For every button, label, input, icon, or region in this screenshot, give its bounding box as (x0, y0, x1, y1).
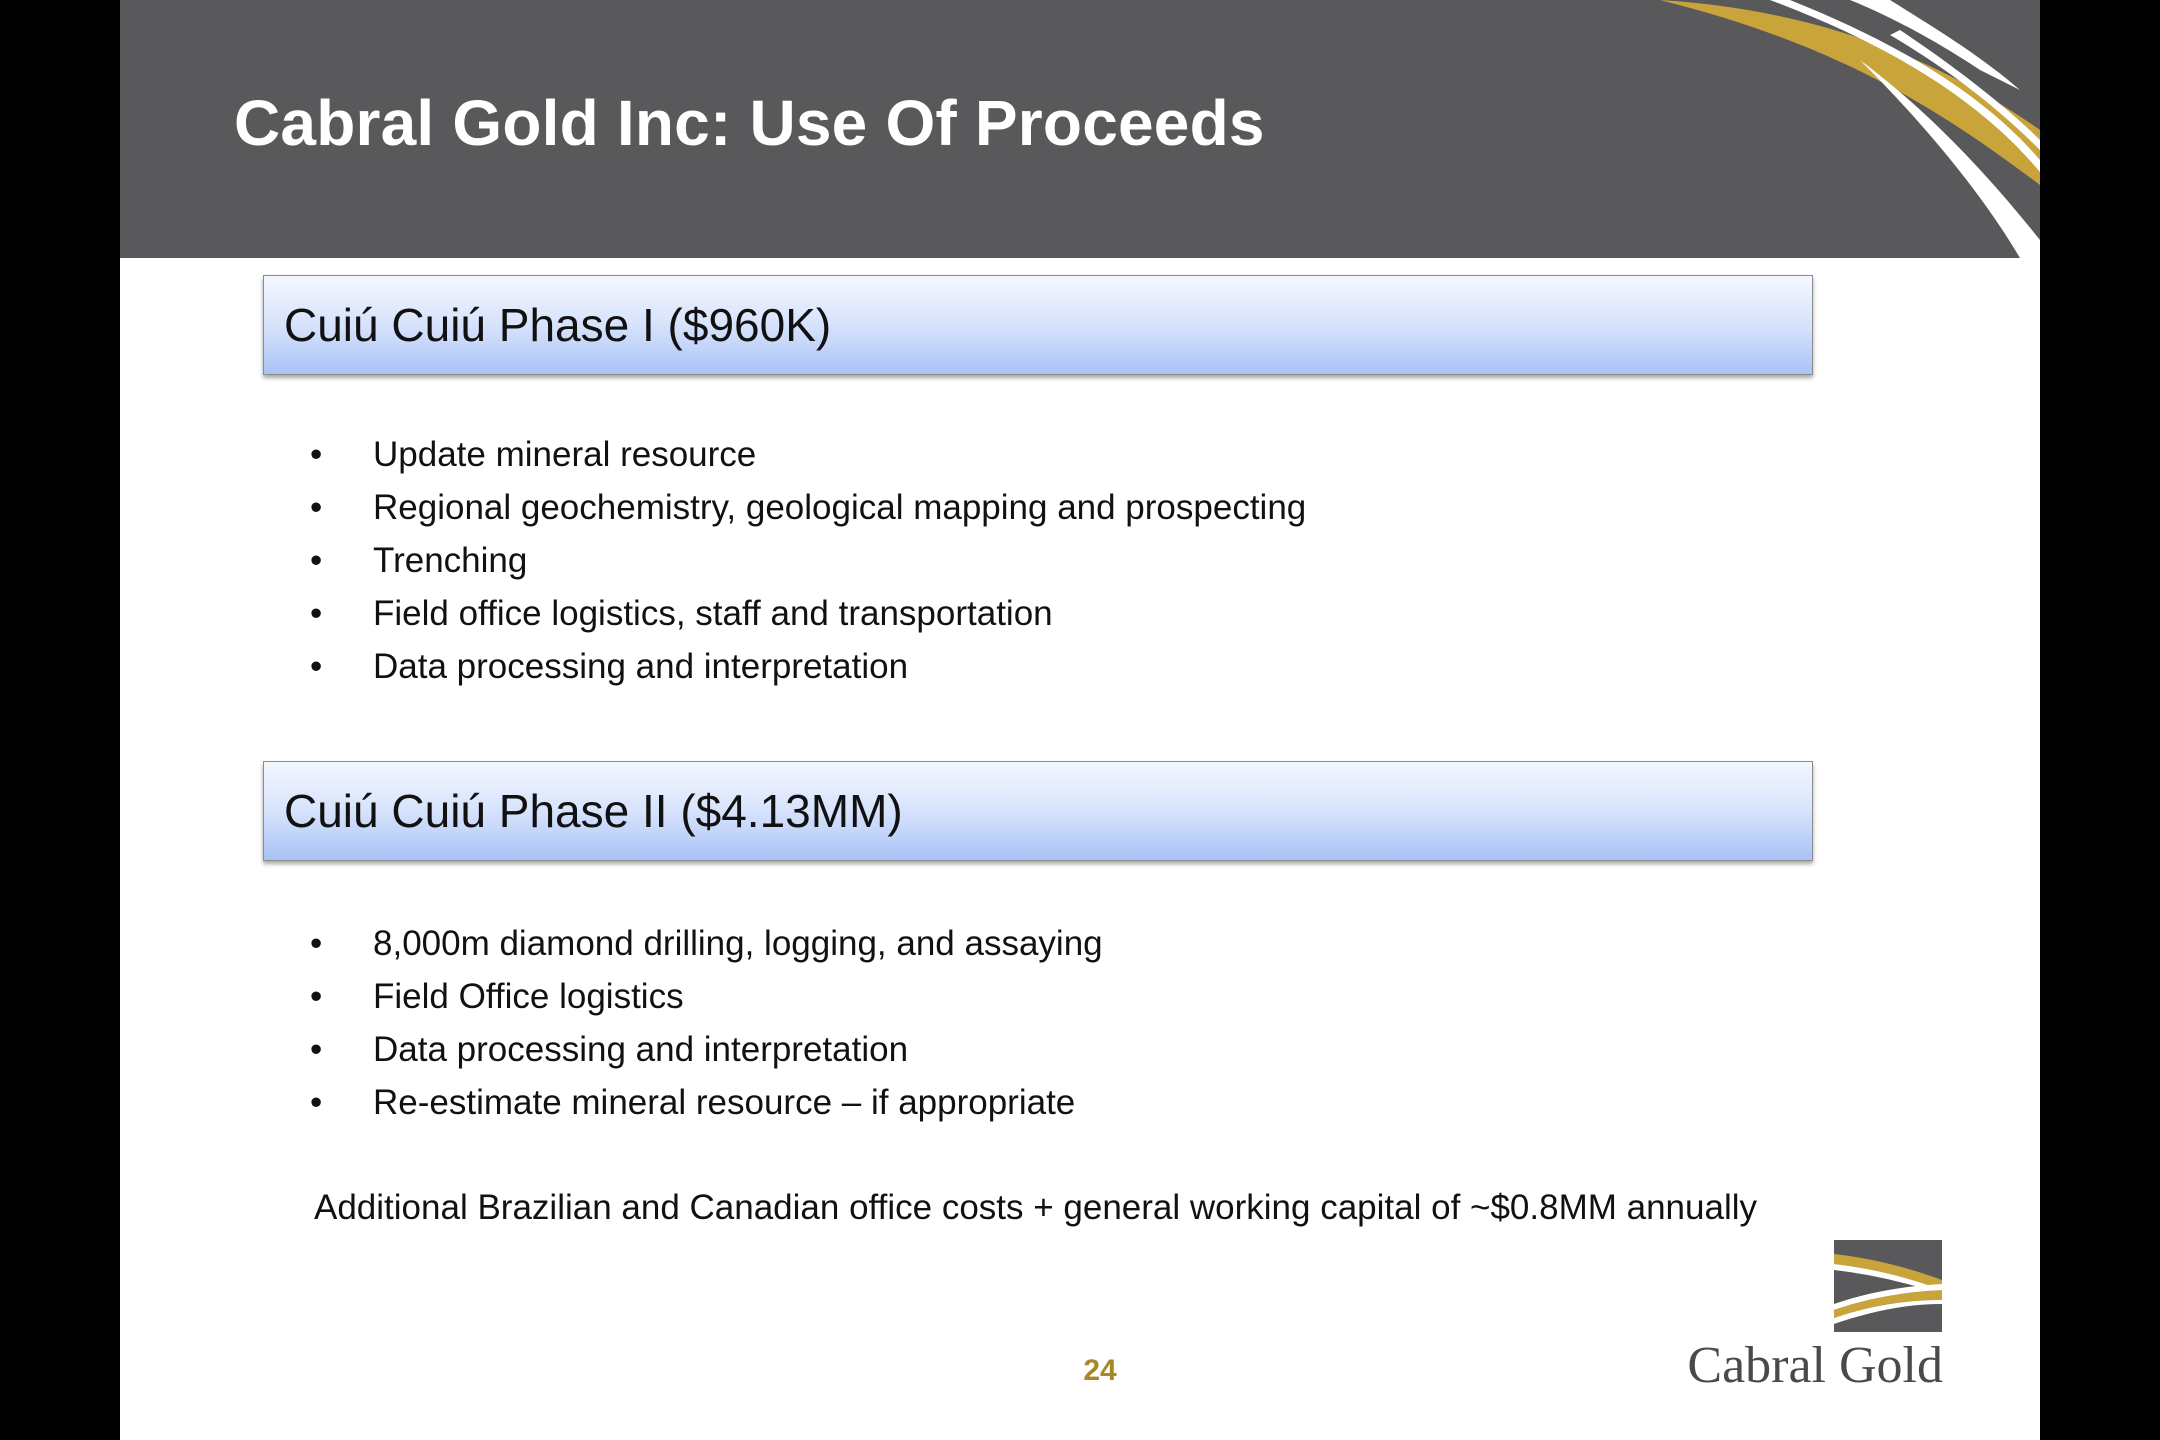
list-item: • Regional geochemistry, geological mapping and prospecting (310, 481, 1306, 534)
list-item: • Field office logistics, staff and transportation (310, 587, 1306, 640)
list-item: • Data processing and interpretation (310, 1023, 1103, 1076)
slide (120, 0, 2040, 1440)
bullet-icon: • (310, 488, 323, 527)
bullet-icon: • (310, 1083, 323, 1122)
logo-wordmark: Cabral Gold (1687, 1337, 1943, 1394)
bullet-icon: • (310, 594, 323, 633)
slide-title: Cabral Gold Inc: Use Of Proceeds (234, 87, 1265, 159)
phase-1-bullet-list (310, 428, 1306, 693)
list-item: • Field Office logistics (310, 970, 1103, 1023)
phase-2-bullet-list (310, 917, 1103, 1129)
gold-swoosh-decoration (1420, 0, 2040, 258)
list-item: • 8,000m diamond drilling, logging, and assaying (310, 917, 1103, 970)
list-item: • Update mineral resource (310, 428, 1306, 481)
list-item: • Re-estimate mineral resource – if appropriate (310, 1076, 1103, 1129)
page-number: 24 (1083, 1354, 1117, 1387)
working-capital-note: Additional Brazilian and Canadian office costs + general working capital of ~$0.8MM annually (314, 1188, 1757, 1227)
bullet-icon: • (310, 647, 323, 686)
bullet-icon: • (310, 435, 323, 474)
list-item: • Trenching (310, 534, 1306, 587)
phase-2-heading: Cuiú Cuiú Phase II ($4.13MM) (284, 785, 903, 837)
bullet-icon: • (310, 1030, 323, 1069)
cabral-gold-logo-icon (1834, 1240, 1942, 1332)
phase-1-header-bar (263, 275, 1813, 375)
phase-1-heading: Cuiú Cuiú Phase I ($960K) (284, 299, 832, 351)
phase-2-header-bar (263, 761, 1813, 861)
bullet-icon: • (310, 977, 323, 1016)
list-item: • Data processing and interpretation (310, 640, 1306, 693)
bullet-icon: • (310, 541, 323, 580)
bullet-icon: • (310, 924, 323, 963)
slide-header (120, 0, 2040, 258)
